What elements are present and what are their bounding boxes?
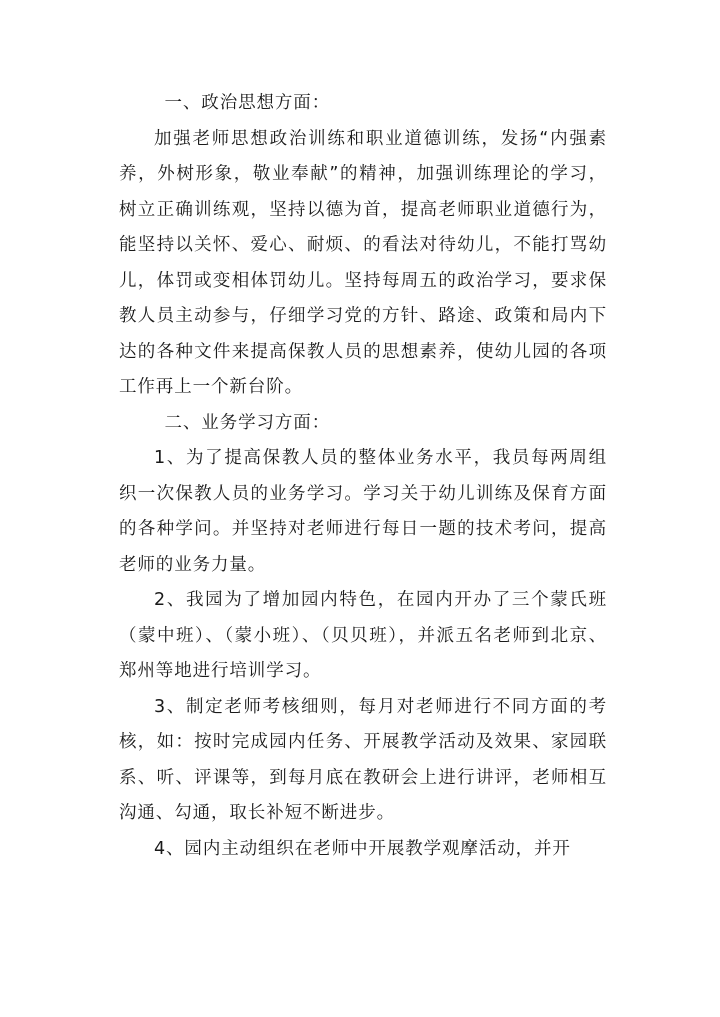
paragraph-item-2: 2、我园为了增加园内特色，在园内开办了三个蒙氏班（蒙中班）、（蒙小班）、（贝贝班），并派五名老师到北京、郑州等地进行培训学习。 <box>119 590 607 681</box>
paragraph-item-4: 4、园内主动组织在老师中开展教学观摩活动，并开 <box>154 838 571 859</box>
section-heading-politics: 一、政治思想方面： <box>164 93 331 113</box>
paragraph-politics: 加强老师思想政治训练和职业道德训练，发扬“内强素养，外树形象，敬业奉献”的精神，加强训练理论的学习，树立正确训练观，坚持以德为首，提高老师职业道德行为，能坚持以关怀、爱心、耐烦、的看法对待幼儿，不能打骂幼儿，体罚或变相体罚幼儿。坚持每周五的政治学习，要求保教人员主动参与，仔细学习党的方针、路途、政策和局内下达的各种文件来提高保教人员的思想素养，使幼儿园的各项工作再上一个新台阶。 <box>119 128 607 397</box>
document-body <box>119 86 607 867</box>
section-heading-study: 二、业务学习方面： <box>164 412 331 433</box>
paragraph-item-3: 3、制定老师考核细则，每月对老师进行不同方面的考核，如：按时完成园内任务、开展教学活动及效果、家园联系、听、评课等，到每月底在教研会上进行讲评，老师相互沟通、勾通，取长补短不断进步。 <box>119 696 607 823</box>
paragraph-item-1: 1、为了提高保教人员的整体业务水平，我员每两周组织一次保教人员的业务学习。学习关于幼儿训练及保育方面的各种学问。并坚持对老师进行每日一题的技术考问，提高老师的业务力量。 <box>119 448 607 575</box>
